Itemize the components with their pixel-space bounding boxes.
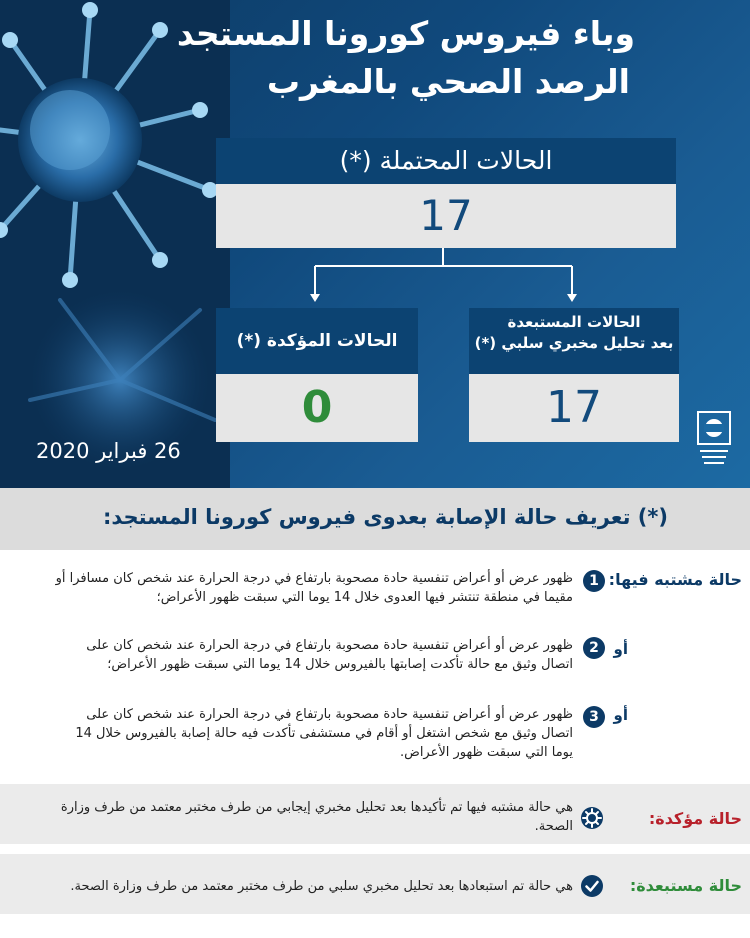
suspect-text-1: ظهور عرض أو أعراض تنفسية حادة مصحوبة بارتفاع في درجة الحرارة عند شخص كان مسافرا أو مقيما في منطقة تنتشر فيها العدوى خلال 14 يوما التي سبقت ظهور الأعراض؛ (55, 571, 573, 605)
suspect-text-3: ظهور عرض أو أعراض تنفسية حادة مصحوبة بارتفاع في درجة الحرارة عند شخص كان على اتصال وثيق مع شخص اشتغل أو أقام في مستشفى تأكدت فيه حالة إصابة بالفيروس خلال 14 يوما التي سبقت ظهور الأعراض. (75, 707, 573, 760)
suspect-definition-3 (0, 700, 750, 782)
check-circle-icon (580, 874, 604, 898)
confirmed-label: حالة مؤكدة: (648, 809, 742, 828)
virus-badge-icon (580, 806, 604, 830)
item-number-3: 3 (583, 706, 605, 728)
excluded-cases-value: 17 (469, 374, 679, 442)
excluded-label-line-1: الحالات المستبعدة (507, 313, 641, 331)
confirmed-cases-value: 0 (216, 374, 418, 442)
report-date: 26 فبراير 2020 (36, 439, 181, 463)
or-label-2: أو (613, 706, 628, 724)
title-line-1: وباء فيروس كورونا المستجد (176, 14, 635, 53)
suspect-definition-2 (0, 632, 750, 708)
confirmed-definition (0, 784, 750, 844)
excluded-label: حالة مستبعدة: (629, 876, 742, 895)
virus-illustration (0, 0, 230, 488)
suspect-definition-1 (0, 550, 750, 632)
excluded-definition (0, 854, 750, 914)
connector-lines (310, 248, 580, 306)
probable-cases-label: الحالات المحتملة (*) (216, 138, 676, 184)
excluded-cases-label (469, 308, 679, 374)
confirmed-text: هي حالة مشتبه فيها تم تأكيدها بعد تحليل مخبري إيجابي من طرف مختبر معتمد من طرف وزارة الصحة. (60, 800, 573, 834)
definitions-title: (*) تعريف حالة الإصابة بعدوى فيروس كورونا المستجد: (103, 505, 668, 529)
title-line-2: الرصد الصحي بالمغرب (266, 62, 630, 101)
excluded-label-line-2: بعد تحليل مخبري سلبي (*) (474, 334, 674, 352)
suspect-label: حالة مشتبه فيها: (608, 570, 742, 589)
probable-cases-value: 17 (216, 184, 676, 248)
confirmed-cases-label: الحالات المؤكدة (*) (216, 308, 418, 374)
item-number-1: 1 (583, 570, 605, 592)
item-number-2: 2 (583, 637, 605, 659)
suspect-text-2: ظهور عرض أو أعراض تنفسية حادة مصحوبة بارتفاع في درجة الحرارة عند شخص كان على اتصال وثيق مع حالة تأكدت إصابتها بالفيروس خلال 14 يوما التي سبقت ظهور الأعراض؛ (86, 638, 573, 672)
excluded-text: هي حالة تم استبعادها بعد تحليل مخبري سلبي من طرف مختبر معتمد من طرف وزارة الصحة. (70, 879, 573, 894)
or-label-1: أو (613, 640, 628, 658)
ministry-logo (694, 410, 734, 470)
